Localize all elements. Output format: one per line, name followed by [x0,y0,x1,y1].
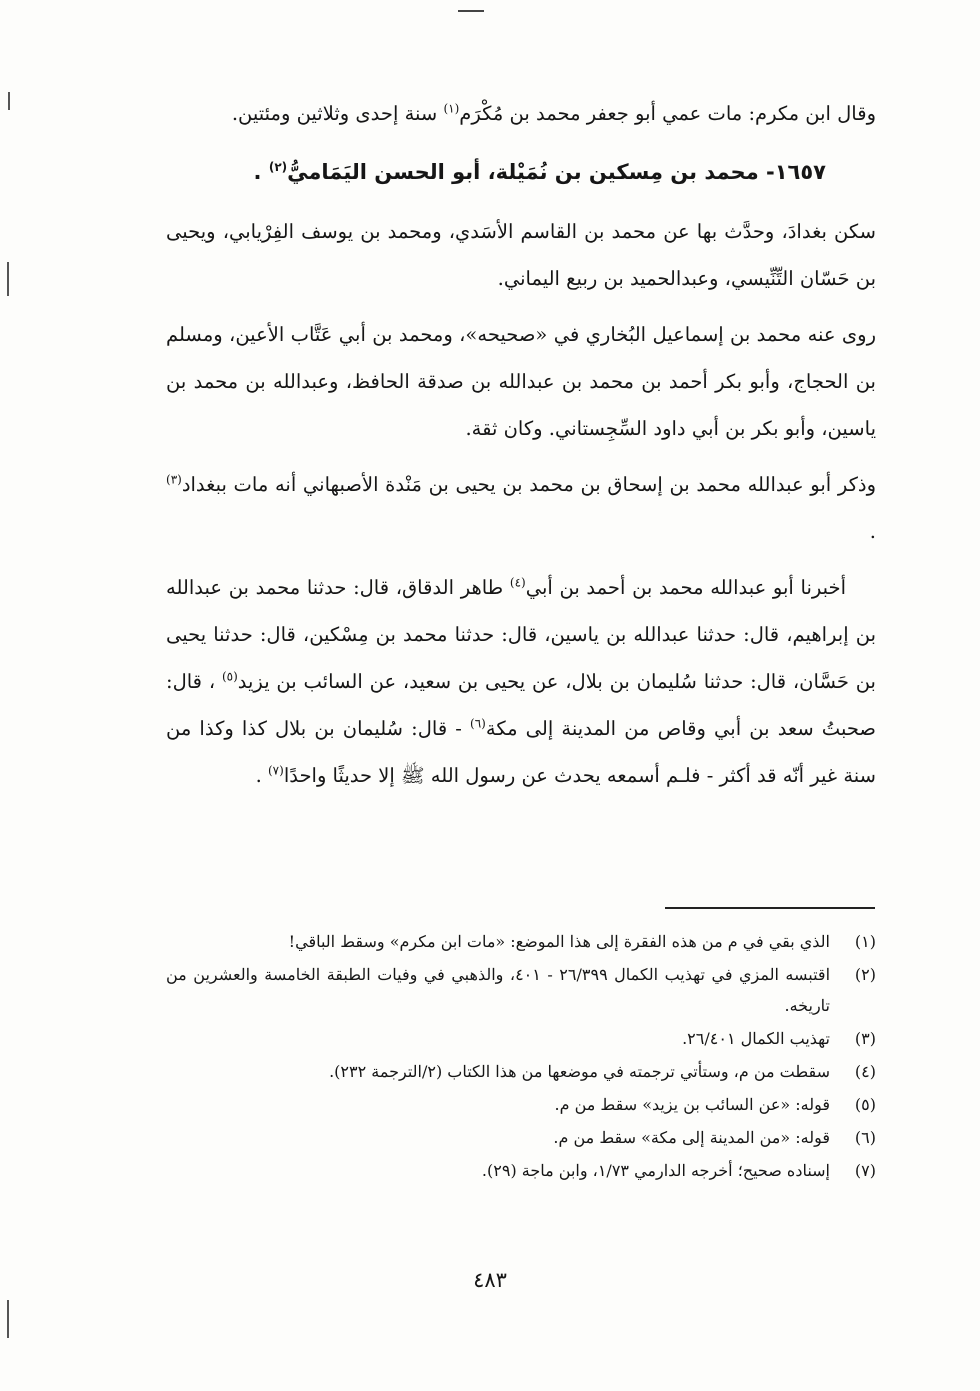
footnote-ref-1: (١) [443,101,460,116]
top-margin-mark [458,10,484,12]
footnote-ref-5: (٥) [221,669,238,684]
paragraph-death: وذكر أبو عبدالله محمد بن إسحاق بن محمد بن يحيى بن مَنْدة الأصبهاني أنه مات ببغداد$^{(٣)}$ . [166,472,876,543]
left-edge-mark-top [8,92,10,110]
footnotes [166,926,876,1188]
footnote-separator [665,907,875,909]
main-text [166,90,876,808]
footnote-ref-3: (٣) [166,472,182,487]
paragraph-hadith-chain: أخبرنا أبو عبدالله محمد بن أحمد بن أبي$^{(٤)}$ طاهر الدقاق، قال: حدثنا محمد بن عبدالله بن إبراهيم، قال: حدثنا عبدالله بن ياسين، قال: حدثنا محمد بن مِسْكين، قال: حدثنا يحيى بن حَسَّان، قال: حدثنا سُليمان بن بلال، عن يحيى بن سعيد، عن السائب بن يزيد$^{(٥)}$ ، قال: صحبتُ سعد بن أبي وقاص من المدينة إلى مكة$^{(٦)}$ - قال: سُليمان بن بلال كذا وكذا من سنة غير أنّه قد أكثر - فلـم أسمعه يحدث عن رسول الله ﷺ إلا حديثًا واحدًا$^{(٧)}$ . [166,575,876,787]
paragraph-ibn-mukram: وقال ابن مكرم: مات عمي أبو جعفر محمد بن مُكْرَم$^{(١)}$ سنة إحدى وثلاثين ومئتين. [231,101,876,125]
paragraph-narrators: روى عنه محمد بن إسماعيل البُخاري في «صحيحه»، ومحمد بن أبي عَتَّاب الأعين، ومسلم بن الحجاج، وأبو بكر أحمد بن محمد بن عبدالله بن صدقة الحافظ، وعبدالله بن محمد بن ياسين، وأبو بكر بن أبي داود السِّجِستاني. وكان ثقة. [166,323,876,440]
footnote-ref-7: (٧) [267,763,284,778]
footnote-6: (٦) قوله: «من المدينة إلى مكة» سقط من م. [553,1128,876,1147]
footnote-4: (٤) سقطت من م، وستأتي ترجمته في موضعها من هذا الكتاب (٢/الترجمة ٢٣٢). [329,1062,876,1081]
left-edge-mark-bottom [7,1300,9,1338]
footnote-ref-2: (٢) [268,160,288,174]
footnote-1: (١) الذي بقي في م من هذه الفقرة إلى هذا الموضع: «مات ابن مكرم» وسقط الباقي! [288,932,876,951]
entry-heading: ١٦٥٧- محمد بن مِسكين بن نُمَيْلة، أبو الحسن اليَمَاميُّ$^{(٢)}$ . [253,160,826,184]
footnote-2: (٢) اقتبسه المزي في تهذيب الكمال ٢٦/٣٩٩ - ٤٠١، والذهبي في وفيات الطبقة الخامسة والعشرين من تاريخه. [166,965,876,1015]
footnote-ref-4: (٤) [509,575,526,590]
page-number: ٤٨٣ [473,1268,507,1292]
footnote-7: (٧) إسناده صحيح؛ أخرجه الدارمي ١/٧٣، وابن ماجة (٢٩). [481,1161,876,1180]
footnote-5: (٥) قوله: «عن السائب بن يزيد» سقط من م. [554,1095,876,1114]
footnote-ref-6: (٦) [470,716,486,731]
footnote-3: (٣) تهذيب الكمال ٢٦/٤٠١. [682,1029,876,1048]
left-edge-mark-middle [7,262,9,296]
paragraph-residence: سكن بغدادَ، وحدَّث بها عن محمد بن القاسم الأسَدي، ومحمد بن يوسف الفِرْيابي، ويحيى بن حَسّان التِّنِّيسي، وعبدالحميد بن ربيع اليماني. [166,220,876,290]
